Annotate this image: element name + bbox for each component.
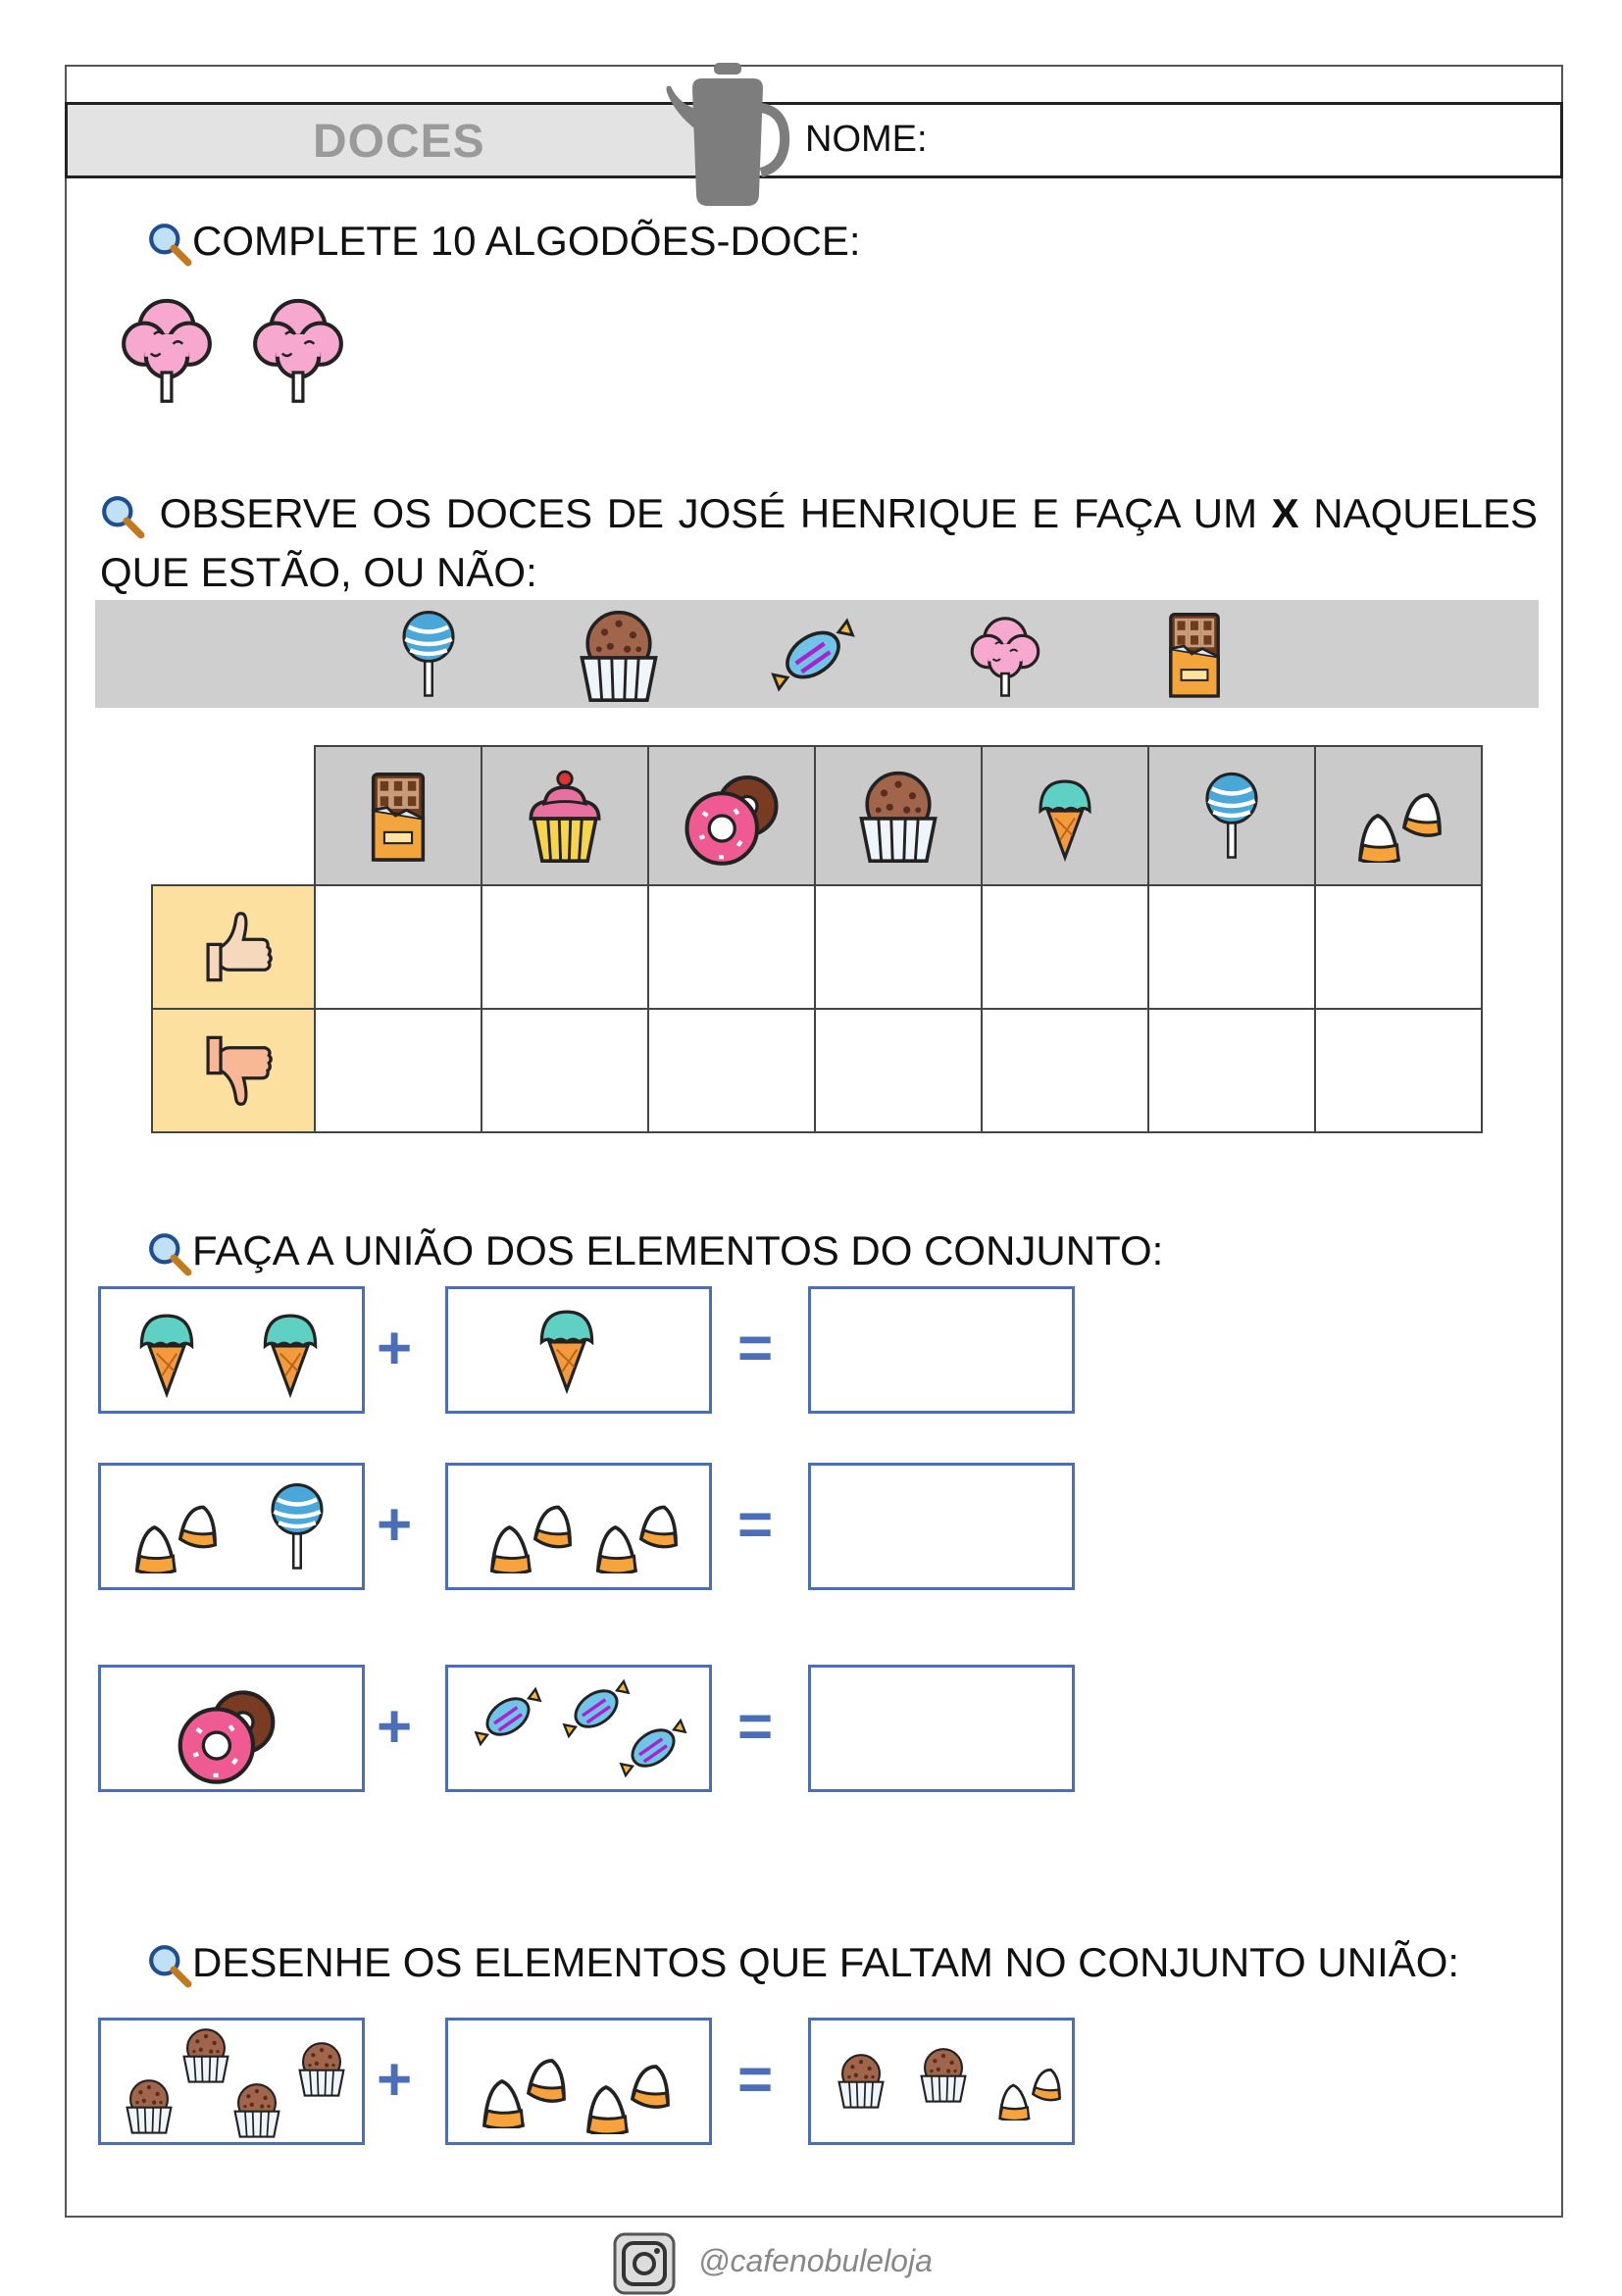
set-a-box xyxy=(98,2018,365,2145)
jose-sweets-strip xyxy=(95,600,1539,708)
name-label: NOME: xyxy=(805,119,928,160)
wrapped-candy-icon xyxy=(468,1675,548,1758)
answer-cell[interactable] xyxy=(315,1009,482,1132)
page-title: DOCES xyxy=(313,116,485,168)
table-corner xyxy=(152,746,315,885)
answer-cell[interactable] xyxy=(815,1009,982,1132)
set-a-box xyxy=(98,1665,365,1792)
answer-cell[interactable] xyxy=(648,885,815,1009)
section-1-heading xyxy=(147,218,861,267)
answer-cell[interactable] xyxy=(982,885,1148,1009)
table-row xyxy=(152,746,1482,885)
answer-cell[interactable] xyxy=(1148,1009,1315,1132)
section-2-heading-line2: QUE ESTÃO, OU NÃO: xyxy=(100,549,537,595)
candy-corn-icon xyxy=(589,1481,682,1573)
answer-box[interactable] xyxy=(808,1463,1075,1590)
brigadeiro-icon xyxy=(915,2044,972,2105)
union-set-box[interactable] xyxy=(808,2018,1075,2145)
equals-sign: = xyxy=(737,1315,774,1382)
magnifier-icon xyxy=(147,1943,192,1988)
brigadeiro-icon xyxy=(833,2050,889,2111)
magnifier-icon xyxy=(100,494,145,539)
cotton-candy-icon xyxy=(247,278,349,416)
section-1-text: COMPLETE 10 ALGODÕES-DOCE: xyxy=(192,218,861,264)
plus-sign: + xyxy=(377,1693,413,1761)
kettle-logo-icon xyxy=(663,59,790,216)
answer-cell[interactable] xyxy=(482,1009,648,1132)
equals-sign: = xyxy=(737,2046,774,2114)
col-ice-cream xyxy=(982,746,1148,885)
candy-corn-icon xyxy=(128,1481,221,1573)
answer-box[interactable] xyxy=(808,1665,1075,1792)
table-row xyxy=(152,1009,1482,1132)
set-b-box xyxy=(445,1286,712,1414)
answer-cell[interactable] xyxy=(1315,885,1482,1009)
answer-cell[interactable] xyxy=(315,885,482,1009)
candy-corn-icon xyxy=(580,2040,674,2134)
section-2-heading-line1 xyxy=(100,490,1538,539)
cotton-candy-icon xyxy=(966,604,1044,704)
brigadeiro-icon xyxy=(293,2038,350,2099)
brigadeiro-icon xyxy=(570,604,668,706)
section-3-heading xyxy=(147,1227,1163,1276)
magnifier-icon xyxy=(147,1231,192,1276)
wrapped-candy-icon xyxy=(613,1707,693,1789)
sweets-table xyxy=(151,745,1483,1133)
equals-sign: = xyxy=(737,1693,774,1761)
brigadeiro-icon xyxy=(121,2075,177,2136)
section-2-text-b: NAQUELES xyxy=(1313,490,1539,536)
ice-cream-icon xyxy=(527,1295,607,1399)
ice-cream-icon xyxy=(127,1299,207,1403)
section-3-text: FAÇA A UNIÃO DOS ELEMENTOS DO CONJUNTO: xyxy=(192,1227,1164,1273)
candy-corn-icon xyxy=(483,1481,576,1573)
ice-cream-icon xyxy=(250,1299,330,1403)
plus-sign: + xyxy=(377,2046,413,2114)
answer-cell[interactable] xyxy=(982,1009,1148,1132)
col-candy-corn xyxy=(1315,746,1482,885)
set-b-box xyxy=(445,1665,712,1792)
thumbs-down-icon xyxy=(152,1009,315,1132)
brigadeiro-icon xyxy=(228,2079,285,2140)
thumbs-up-icon xyxy=(152,885,315,1009)
set-a-box xyxy=(98,1463,365,1590)
lollipop-icon xyxy=(258,1472,336,1581)
worksheet-header xyxy=(65,102,1563,178)
answer-box[interactable] xyxy=(808,1286,1075,1414)
set-a-box xyxy=(98,1286,365,1414)
col-donut xyxy=(648,746,815,885)
footer-handle: @cafenobuleloja xyxy=(698,2243,933,2278)
x-mark: X xyxy=(1271,490,1299,536)
col-cupcake xyxy=(482,746,648,885)
magnifier-icon xyxy=(147,222,192,267)
brigadeiro-icon xyxy=(177,2024,234,2085)
set-b-box xyxy=(445,1463,712,1590)
candy-corn-icon xyxy=(476,2034,570,2128)
col-brigadeiro xyxy=(815,746,982,885)
answer-cell[interactable] xyxy=(815,885,982,1009)
answer-cell[interactable] xyxy=(648,1009,815,1132)
candy-corn-icon xyxy=(993,2050,1064,2121)
chocolate-bar-icon xyxy=(1152,602,1237,706)
plus-sign: + xyxy=(377,1491,413,1559)
donut-icon xyxy=(174,1679,279,1785)
section-4-heading xyxy=(147,1939,1459,1988)
wrapped-candy-icon xyxy=(762,604,864,706)
lollipop-icon xyxy=(389,604,468,704)
col-lollipop xyxy=(1148,746,1315,885)
cotton-candy-icon xyxy=(116,278,218,416)
answer-cell[interactable] xyxy=(1148,885,1315,1009)
answer-cell[interactable] xyxy=(1315,1009,1482,1132)
section-4-text: DESENHE OS ELEMENTOS QUE FALTAM NO CONJUNTO UNIÃO: xyxy=(192,1939,1460,1985)
plus-sign: + xyxy=(377,1315,413,1382)
instagram-icon xyxy=(612,2231,677,2296)
title-panel xyxy=(68,105,720,175)
table-row xyxy=(152,885,1482,1009)
section-2-text-a: OBSERVE OS DOCES DE JOSÉ HENRIQUE E FAÇA UM xyxy=(159,490,1258,536)
answer-cell[interactable] xyxy=(482,885,648,1009)
equals-sign: = xyxy=(737,1491,774,1559)
set-b-box xyxy=(445,2018,712,2145)
col-chocolate xyxy=(315,746,482,885)
